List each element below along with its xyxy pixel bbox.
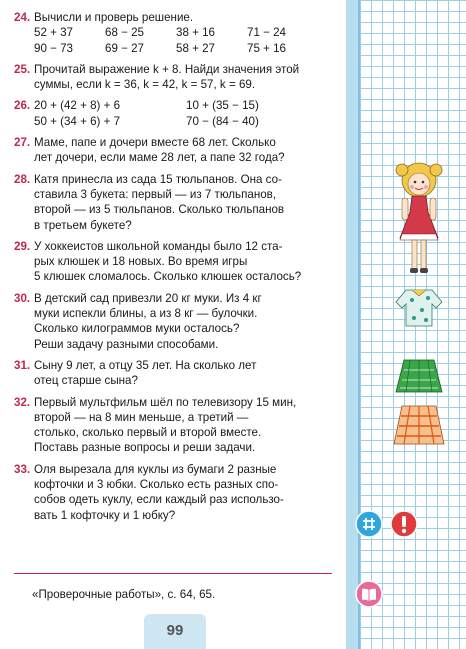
expression: 70 − (84 − 40) xyxy=(186,114,259,128)
skirt-icon xyxy=(396,360,442,392)
expressions-row xyxy=(34,25,338,40)
task-line: второй — из 5 тюльпанов. Сколько тюльпанов xyxy=(34,203,285,217)
expressions-row xyxy=(34,41,338,56)
task-line: отец старше сына? xyxy=(34,374,138,388)
paper-doll-icon xyxy=(388,160,450,450)
task-number: 30. xyxy=(14,291,31,305)
task-number: 26. xyxy=(14,99,31,113)
expression: 10 + (35 − 15) xyxy=(186,99,259,113)
expression: 38 + 16 xyxy=(176,26,216,40)
task-line: рых клюшек и 18 новых. Во время игры xyxy=(34,255,248,269)
expression: 20 + (42 + 8) + 6 xyxy=(34,99,121,113)
task-number: 29. xyxy=(14,239,31,253)
task-number: 33. xyxy=(14,462,31,476)
task-27 xyxy=(14,135,338,166)
task-25 xyxy=(14,62,338,93)
task-line: Поставь разные вопросы и реши задачи. xyxy=(34,441,256,455)
task-30 xyxy=(14,291,338,352)
task-line: Первый мультфильм шёл по телевизору 15 мин, xyxy=(34,395,297,409)
task-line: лет дочери, если маме 28 лет, а папе 32 года? xyxy=(34,151,285,165)
expression: 69 − 27 xyxy=(105,41,145,55)
task-line: Сколько килограммов муки осталось? xyxy=(34,322,240,336)
task-number: 31. xyxy=(14,358,31,372)
page-number: 99 xyxy=(166,622,184,639)
expression: 90 − 73 xyxy=(34,41,74,55)
task-26 xyxy=(14,98,338,129)
task-line: вать 1 кофточку и 1 юбку? xyxy=(34,508,176,522)
expression: 50 + (34 + 6) + 7 xyxy=(34,114,121,128)
task-number: 28. xyxy=(14,172,31,186)
task-line: Катя принесла из сада 15 тюльпанов. Она со- xyxy=(34,172,282,186)
task-line: суммы, если k = 36, k = 42, k = 57, k = 69. xyxy=(34,78,256,92)
skirt-icon xyxy=(394,406,444,444)
expression: 71 − 24 xyxy=(247,26,287,40)
page-number-tab xyxy=(144,614,206,649)
task-line: столько, сколько первый и второй вместе. xyxy=(34,426,262,440)
task-line: 5 клюшек сломалось. Сколько клюшек осталось? xyxy=(34,270,302,284)
task-line: Маме, папе и дочери вместе 68 лет. Сколько xyxy=(34,136,276,150)
task-29 xyxy=(14,239,338,285)
expression: 58 + 27 xyxy=(176,41,216,55)
task-line: Реши задачу разными способами. xyxy=(34,337,219,351)
tasks-column xyxy=(14,10,338,529)
exclamation-badge-icon[interactable] xyxy=(390,510,418,538)
task-line: второй — на 8 мин меньше, а третий — xyxy=(34,410,249,424)
grid-badge-icon[interactable] xyxy=(355,510,383,538)
expression: 75 + 16 xyxy=(247,41,287,55)
book-badge-icon[interactable] xyxy=(355,580,383,608)
expression: 52 + 37 xyxy=(34,26,74,40)
task-number: 27. xyxy=(14,136,31,150)
task-line: В детский сад привезли 20 кг муки. Из 4 кг xyxy=(34,291,262,305)
task-line: Сыну 9 лет, а отцу 35 лет. На сколько лет xyxy=(34,358,257,372)
task-line: ставила 3 букета: первый — из 7 тюльпанов, xyxy=(34,187,277,201)
expression: 68 − 25 xyxy=(105,26,145,40)
expressions-row xyxy=(34,98,338,113)
task-28 xyxy=(14,172,338,233)
task-32 xyxy=(14,395,338,456)
task-text: Вычисли и проверь решение. xyxy=(34,11,194,24)
task-number: 25. xyxy=(14,62,31,76)
task-31 xyxy=(14,358,338,389)
task-line: в третьем букете? xyxy=(34,218,132,232)
task-line: муки испекли блины, а из 8 кг — булочки. xyxy=(34,307,258,321)
workbook-reference: «Проверочные работы», с. 64, 65. xyxy=(32,588,216,601)
task-line: Прочитай выражение k + 8. Найди значения этой xyxy=(34,62,300,76)
blouse-icon xyxy=(396,290,442,326)
task-line: У хоккеистов школьной команды было 12 ста- xyxy=(34,239,283,253)
task-line: кофточки и 3 юбки. Сколько есть разных спо- xyxy=(34,478,279,492)
task-number: 24. xyxy=(14,11,31,24)
footer-divider xyxy=(14,573,332,574)
task-number: 32. xyxy=(14,395,31,409)
task-33 xyxy=(14,462,338,523)
task-line: Оля вырезала для куклы из бумаги 2 разные xyxy=(34,462,277,476)
expressions-row xyxy=(34,114,338,129)
task-24 xyxy=(14,10,338,56)
task-line: собов одеть куклу, если каждый раз использо- xyxy=(34,493,284,507)
